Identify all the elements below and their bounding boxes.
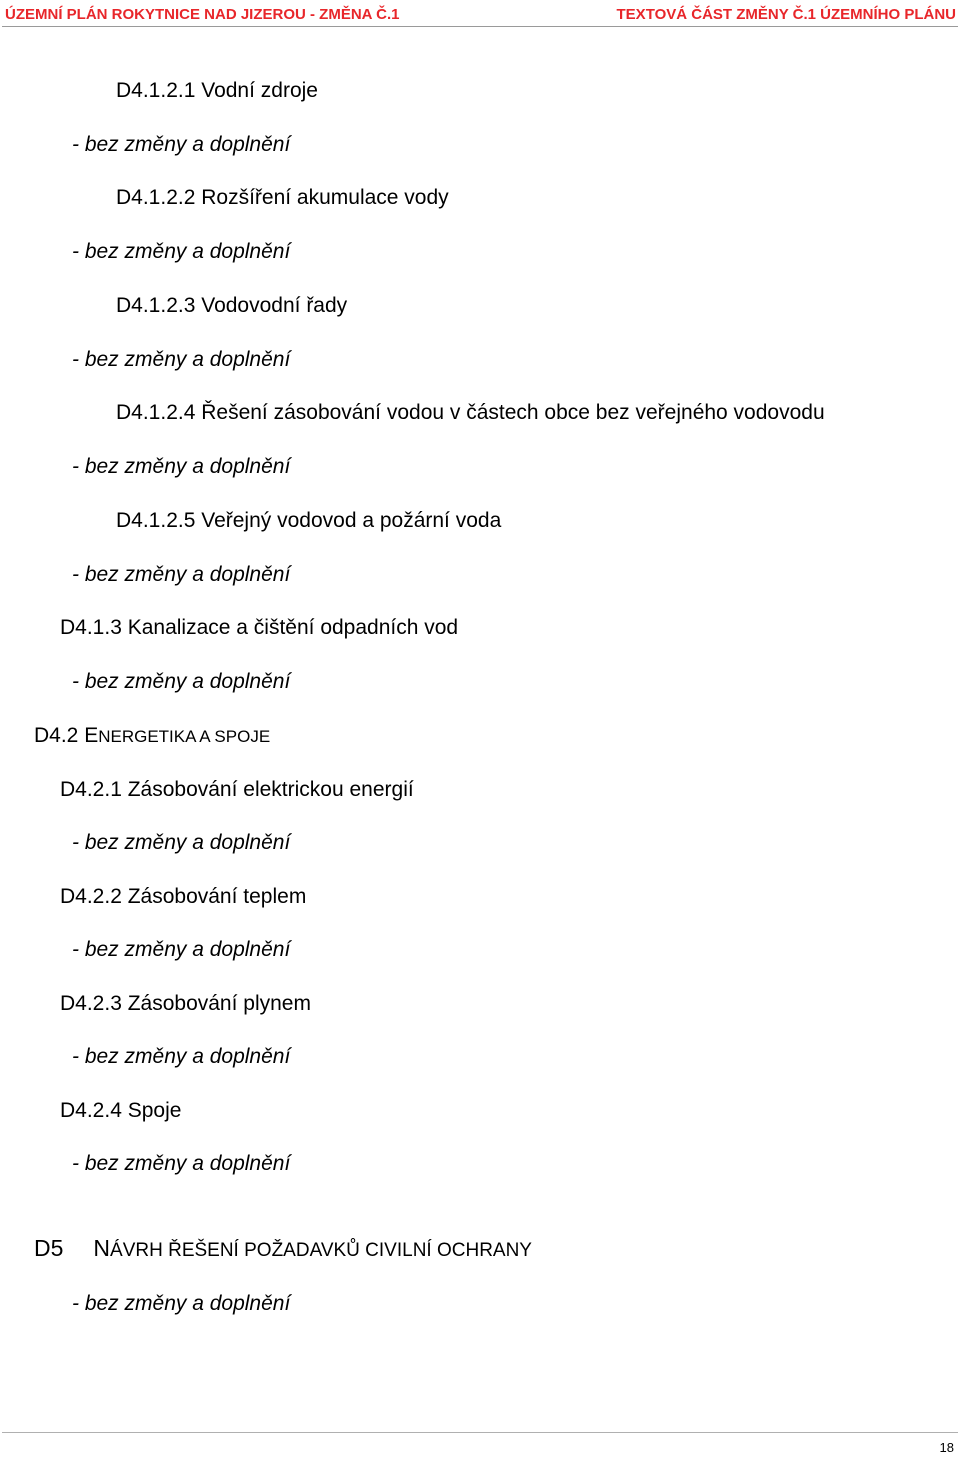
heading-d4-1-2-5: D4.1.2.5 Veřejný vodovod a požární voda bbox=[116, 509, 502, 532]
note-no-change: - bez změny a doplnění bbox=[72, 348, 291, 371]
note-no-change: - bez změny a doplnění bbox=[72, 563, 291, 586]
heading-d4-1-2-3: D4.1.2.3 Vodovodní řady bbox=[116, 294, 348, 317]
heading-d5-title: ÁVRH ŘEŠENÍ POŽADAVKŮ CIVILNÍ OCHRANY bbox=[110, 1240, 532, 1261]
heading-d4-2-title: NERGETIKA A SPOJE bbox=[98, 727, 271, 746]
header-subtitle: TEXTOVÁ ČÁST ZMĚNY Č.1 ÚZEMNÍHO PLÁNU bbox=[616, 6, 956, 23]
heading-d5-number: D5 bbox=[34, 1235, 64, 1261]
heading-d4-2-number: D4.2 bbox=[34, 724, 85, 747]
heading-d4-1-3: D4.1.3 Kanalizace a čištění odpadních vod bbox=[60, 616, 459, 639]
heading-d4-1-2-2: D4.1.2.2 Rozšíření akumulace vody bbox=[116, 186, 449, 209]
header-divider bbox=[2, 26, 958, 27]
page-number: 18 bbox=[939, 1440, 954, 1455]
heading-d4-2 bbox=[34, 723, 270, 750]
heading-d5 bbox=[34, 1234, 532, 1265]
heading-d4-2-2: D4.2.2 Zásobování teplem bbox=[60, 885, 307, 908]
heading-d4-2-3: D4.2.3 Zásobování plynem bbox=[60, 992, 311, 1015]
heading-d4-1-2-1: D4.1.2.1 Vodní zdroje bbox=[116, 79, 318, 102]
note-no-change: - bez změny a doplnění bbox=[72, 938, 291, 961]
heading-d4-1-2-4: D4.1.2.4 Řešení zásobování vodou v částech obce bez veřejného vodovodu bbox=[116, 401, 825, 424]
header-title: ÚZEMNÍ PLÁN ROKYTNICE NAD JIZEROU - ZMĚNA Č.1 bbox=[5, 6, 400, 23]
page-header bbox=[0, 0, 960, 30]
note-no-change: - bez změny a doplnění bbox=[72, 1045, 291, 1068]
note-no-change: - bez změny a doplnění bbox=[72, 455, 291, 478]
heading-d4-2-4: D4.2.4 Spoje bbox=[60, 1099, 182, 1122]
heading-d4-2-1: D4.2.1 Zásobování elektrickou energií bbox=[60, 778, 414, 801]
footer-divider bbox=[2, 1432, 958, 1433]
note-no-change: - bez změny a doplnění bbox=[72, 831, 291, 854]
note-no-change: - bez změny a doplnění bbox=[72, 1292, 291, 1315]
note-no-change: - bez změny a doplnění bbox=[72, 240, 291, 263]
note-no-change: - bez změny a doplnění bbox=[72, 133, 291, 156]
note-no-change: - bez změny a doplnění bbox=[72, 670, 291, 693]
heading-d5-initial: N bbox=[93, 1235, 111, 1261]
heading-d4-2-initial: E bbox=[84, 724, 99, 747]
note-no-change: - bez změny a doplnění bbox=[72, 1152, 291, 1175]
